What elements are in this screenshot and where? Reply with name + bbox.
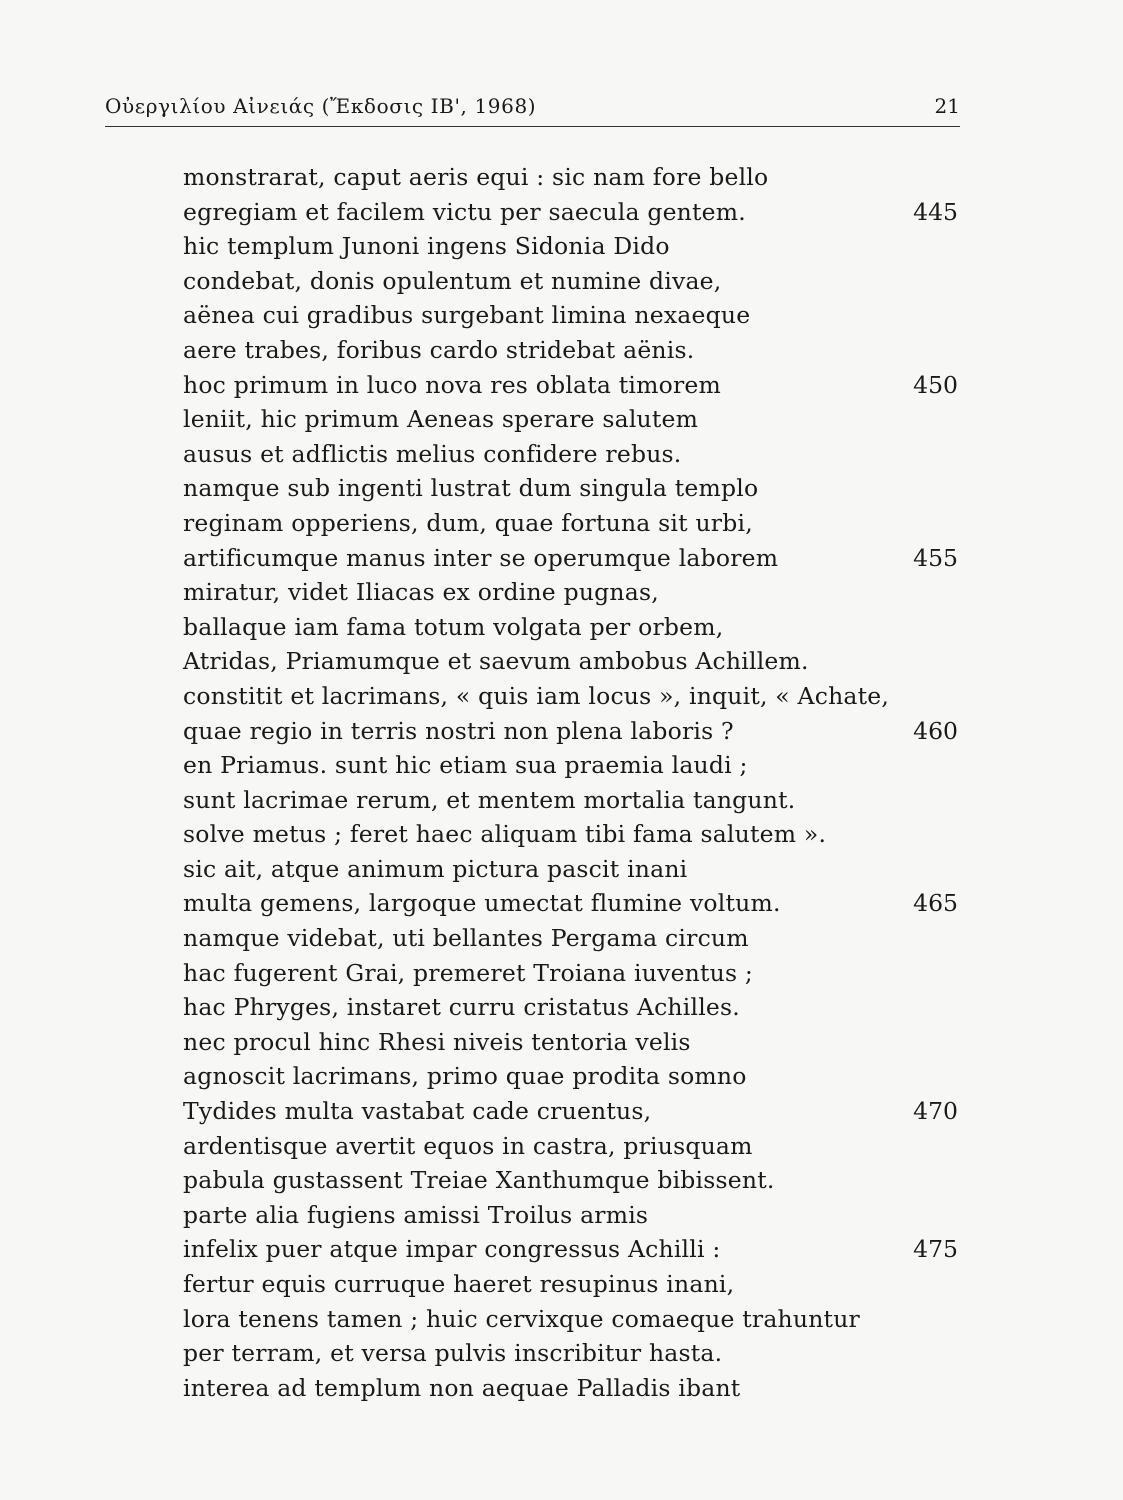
verse-line xyxy=(183,437,963,472)
line-number: 445 xyxy=(913,197,958,226)
verse-text: sunt lacrimae rerum, et mentem mortalia tangunt. xyxy=(183,785,796,814)
verse-line xyxy=(183,1094,963,1129)
line-number: 450 xyxy=(913,370,958,399)
verse-text: namque videbat, uti bellantes Pergama circum xyxy=(183,924,749,953)
verse-text: miratur, videt Iliacas ex ordine pugnas, xyxy=(183,578,659,607)
line-number: 465 xyxy=(913,889,958,918)
verse-line xyxy=(183,610,963,645)
verse-line xyxy=(183,714,963,749)
verse-line xyxy=(183,956,963,991)
verse-line xyxy=(183,1198,963,1233)
verse-text: solve metus ; feret haec aliquam tibi fama salutem ». xyxy=(183,820,827,849)
verse-line xyxy=(183,402,963,437)
verse-text: parte alia fugiens amissi Troilus armis xyxy=(183,1200,649,1229)
verse-text: ballaque iam fama totum volgata per orbem, xyxy=(183,612,724,641)
verse-line xyxy=(183,886,963,921)
verse-text: agnoscit lacrimans, primo quae prodita somno xyxy=(183,1062,747,1091)
verse-text: ardentisque avertit equos in castra, priusquam xyxy=(183,1131,753,1160)
verse-text: monstrarat, caput aeris equi : sic nam fore bello xyxy=(183,163,769,191)
verse-line xyxy=(183,575,963,610)
verse-line xyxy=(183,817,963,852)
verse-text: egregiam et facilem victu per saecula gentem. xyxy=(183,197,746,226)
verse-line xyxy=(183,1059,963,1094)
verse-text: Tydides multa vastabat cade cruentus, xyxy=(183,1097,652,1126)
verse-line xyxy=(183,1232,963,1267)
running-header xyxy=(105,86,960,127)
verse-text: reginam opperiens, dum, quae fortuna sit urbi, xyxy=(183,508,753,537)
verse-line xyxy=(183,264,963,299)
verse-text: nec procul hinc Rhesi niveis tentoria velis xyxy=(183,1027,691,1056)
verse-line xyxy=(183,160,963,195)
verse-line xyxy=(183,368,963,403)
verse-text: condebat, donis opulentum et numine divae, xyxy=(183,266,722,295)
verse-text: interea ad templum non aequae Palladis ibant xyxy=(183,1373,741,1402)
verse-text: hic templum Junoni ingens Sidonia Dido xyxy=(183,232,670,261)
verse-line xyxy=(183,783,963,818)
verse-text: sic ait, atque animum pictura pascit inani xyxy=(183,854,688,883)
line-number: 470 xyxy=(913,1097,958,1126)
verse-line xyxy=(183,748,963,783)
verse-text: hoc primum in luco nova res oblata timorem xyxy=(183,370,721,399)
verse-line xyxy=(183,644,963,679)
verse-text: pabula gustassent Treiae Xanthumque bibissent. xyxy=(183,1166,775,1195)
verse-text: fertur equis curruque haeret resupinus inani, xyxy=(183,1270,735,1298)
verse-line xyxy=(183,471,963,506)
verse-text: per terram, et versa pulvis inscribitur hasta. xyxy=(183,1339,723,1368)
verse-text: aënea cui gradibus surgebant limina nexaeque xyxy=(183,301,751,330)
verse-text: aere trabes, foribus cardo stridebat aënis. xyxy=(183,335,695,364)
running-title: Οὐεργιλίου Αἰνειάς (Ἔκδοσις ΙΒ', 1968) xyxy=(105,94,537,118)
verse-text: constitit et lacrimans, « quis iam locus », inquit, « Achate, xyxy=(183,681,890,710)
verse-text: lora tenens tamen ; huic cervixque comaeque trahuntur xyxy=(183,1304,860,1333)
verse-text: namque sub ingenti lustrat dum singula templo xyxy=(183,474,759,503)
verse-line xyxy=(183,1371,963,1406)
line-number: 475 xyxy=(913,1235,958,1264)
verse-line xyxy=(183,679,963,714)
verse-text: Atridas, Priamumque et saevum ambobus Achillem. xyxy=(183,647,809,676)
verse-line xyxy=(183,1267,963,1302)
verse-text: hac fugerent Grai, premeret Troiana iuventus ; xyxy=(183,958,754,987)
verse-line xyxy=(183,1025,963,1060)
verse-line xyxy=(183,1302,963,1337)
verse-line xyxy=(183,852,963,887)
verse-text: ausus et adflictis melius confidere rebus. xyxy=(183,439,682,468)
line-number: 455 xyxy=(913,543,958,572)
verse-line xyxy=(183,333,963,368)
verse-text: infelix puer atque impar congressus Achilli : xyxy=(183,1235,721,1264)
verse-line xyxy=(183,541,963,576)
verse-line xyxy=(183,1129,963,1164)
verse-text: en Priamus. sunt hic etiam sua praemia laudi ; xyxy=(183,751,748,780)
verse-line xyxy=(183,921,963,956)
verse-line xyxy=(183,506,963,541)
verse-text: leniit, hic primum Aeneas sperare salutem xyxy=(183,405,699,434)
verse-block xyxy=(183,160,963,1405)
verse-text: quae regio in terris nostri non plena laboris ? xyxy=(183,716,734,745)
verse-line xyxy=(183,990,963,1025)
page-number: 21 xyxy=(934,94,960,118)
line-number: 460 xyxy=(913,716,958,745)
verse-text: artificumque manus inter se operumque laborem xyxy=(183,543,779,572)
verse-text: hac Phryges, instaret curru cristatus Achilles. xyxy=(183,993,740,1022)
verse-line xyxy=(183,195,963,230)
verse-text: multa gemens, largoque umectat flumine voltum. xyxy=(183,889,781,918)
verse-line xyxy=(183,1163,963,1198)
verse-line xyxy=(183,298,963,333)
verse-line xyxy=(183,229,963,264)
verse-line xyxy=(183,1336,963,1371)
